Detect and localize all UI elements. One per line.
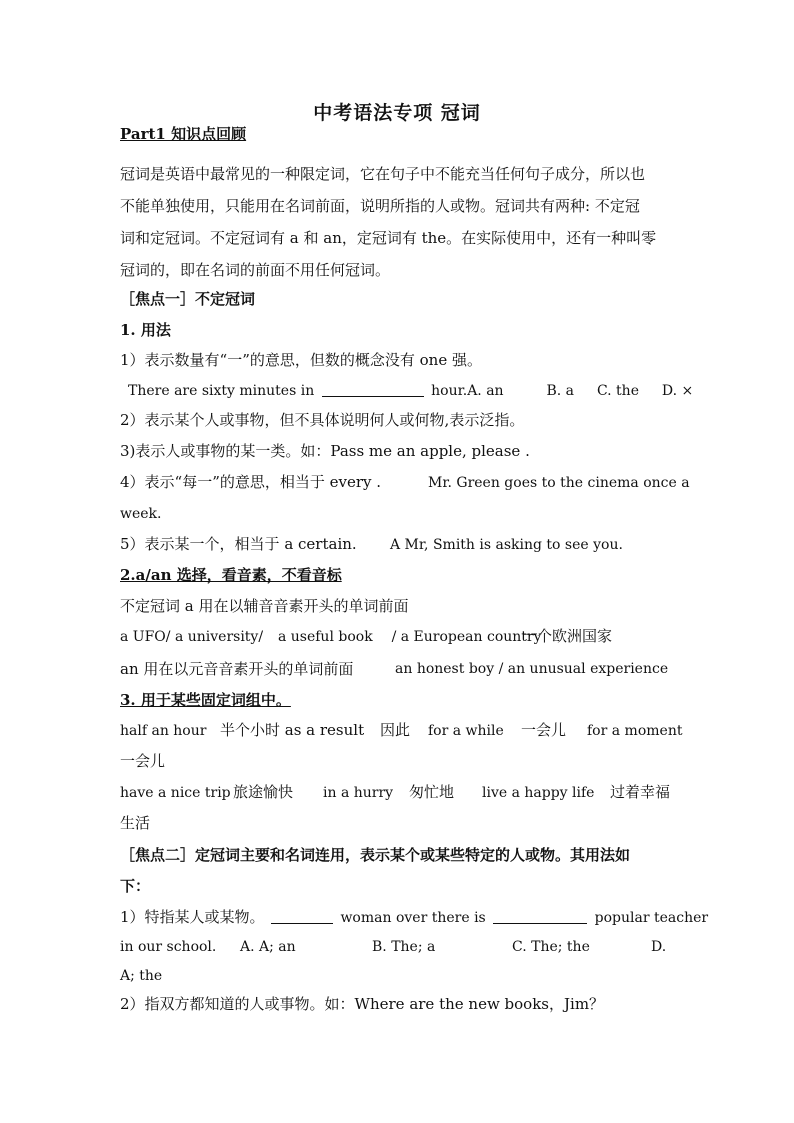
option-b: B. The; a xyxy=(372,939,436,955)
focus2-heading: ［焦点二］定冠词主要和名词连用，表示某个或某些特定的人或物。其用法如 xyxy=(120,846,631,864)
a-example-translation: 一个欧洲国家 xyxy=(522,627,613,645)
option-d-text: A; the xyxy=(120,968,163,984)
usage-item-5-example: A Mr, Smith is asking to see you. xyxy=(390,537,623,553)
a-an-heading: 2.a/an 选择，看音素，不看音标 xyxy=(120,566,342,584)
option-d: D. × xyxy=(661,383,694,399)
option-d: D. xyxy=(651,939,667,955)
phrase: half an hour xyxy=(120,723,207,739)
definite-question xyxy=(271,908,708,928)
example-text: a UFO/ a university/ xyxy=(120,629,264,645)
phrase: for a moment xyxy=(587,723,683,739)
intro-line: 不能单独使用，只能用在名词前面，说明所指的人或物。冠词共有两种: 不定冠 xyxy=(120,197,640,215)
option-b: B. a xyxy=(546,383,575,399)
phrase-translation: 一会儿 xyxy=(120,752,166,770)
fixed-phrase-heading: 3. 用于某些固定词组中。 xyxy=(120,691,291,709)
usage-item-4 xyxy=(120,472,381,492)
example-question-1 xyxy=(128,381,693,401)
option-c: C. the xyxy=(596,383,639,399)
phrase-translation: 生活 xyxy=(120,814,151,832)
phrase: in a hurry xyxy=(323,785,394,801)
focus1-heading: ［焦点一］不定冠词 xyxy=(120,290,256,308)
example-text: a useful book xyxy=(277,629,373,645)
example-text: / a European country xyxy=(391,629,542,645)
a-rule: 不定冠词 a 用在以辅音音素开头的单词前面 xyxy=(120,597,409,615)
item-text: 1）特指某人或某物。 xyxy=(120,908,265,926)
definite-question-options: in our school. xyxy=(120,939,217,955)
intro-line: 冠词的，即在名词的前面不用任何冠词。 xyxy=(120,261,391,279)
question-text: woman over there is xyxy=(340,910,486,926)
page-title: 中考语法专项 冠词 xyxy=(313,102,481,124)
phrase-translation: 一会儿 xyxy=(521,721,567,739)
phrase: live a happy life xyxy=(482,785,595,801)
usage-item-2: 2）表示某个人或事物，但不具体说明何人或何物,表示泛指。 xyxy=(120,411,525,429)
phrase-translation: 旅途愉快 xyxy=(233,783,294,801)
phrase: have a nice trip xyxy=(120,785,231,801)
usage-item-5: 5）表示某一个，相当于 a certain. xyxy=(120,535,357,553)
answer-blank xyxy=(271,909,333,924)
phrase: for a while xyxy=(428,723,504,739)
part1-heading: Part1 知识点回顾 xyxy=(120,125,247,143)
example-text: There are sixty minutes in xyxy=(128,383,315,399)
phrase-row-1 xyxy=(120,721,206,741)
an-rule: an 用在以元音音素开头的单词前面 xyxy=(120,660,354,678)
phrase-translation: 过着幸福 xyxy=(610,783,671,801)
phrase-translation: 半个小时 as a result xyxy=(220,721,365,739)
usage-item-text: 4）表示“每一”的意思，相当于 every . xyxy=(120,473,382,491)
definite-item-1 xyxy=(120,907,265,927)
usage-item-4-example: Mr. Green goes to the cinema once a xyxy=(428,475,690,491)
question-text: popular teacher xyxy=(594,910,709,926)
answer-blank xyxy=(322,382,424,397)
intro-paragraph xyxy=(120,158,680,286)
phrase-translation: 因此 xyxy=(380,721,411,739)
usage-heading: 1. 用法 xyxy=(120,321,171,339)
usage-item-3: 3)表示人或事物的某一类。如：Pass me an apple, please . xyxy=(120,442,530,460)
focus2-heading-continued: 下： xyxy=(120,877,151,895)
phrase-translation: 匆忙地 xyxy=(409,783,455,801)
intro-line: 词和定冠词。不定冠词有 a 和 an，定冠词有 the。在实际使用中，还有一种叫零 xyxy=(120,229,657,247)
definite-item-2: 2）指双方都知道的人或事物。如：Where are the new books，Jim？ xyxy=(120,995,605,1013)
option-c: C. The; the xyxy=(512,939,590,955)
an-examples: an honest boy / an unusual experience xyxy=(395,661,669,677)
example-text: hour.A. an xyxy=(431,383,504,399)
option-a: A. A; an xyxy=(240,939,296,955)
a-examples xyxy=(120,627,542,647)
usage-item-4-continued: week. xyxy=(120,506,162,522)
intro-line: 冠词是英语中最常见的一种限定词，它在句子中不能充当任何句子成分，所以也 xyxy=(120,165,646,183)
usage-item-1: 1）表示数量有“一”的意思，但数的概念没有 one 强。 xyxy=(120,351,482,369)
answer-blank xyxy=(493,909,587,924)
